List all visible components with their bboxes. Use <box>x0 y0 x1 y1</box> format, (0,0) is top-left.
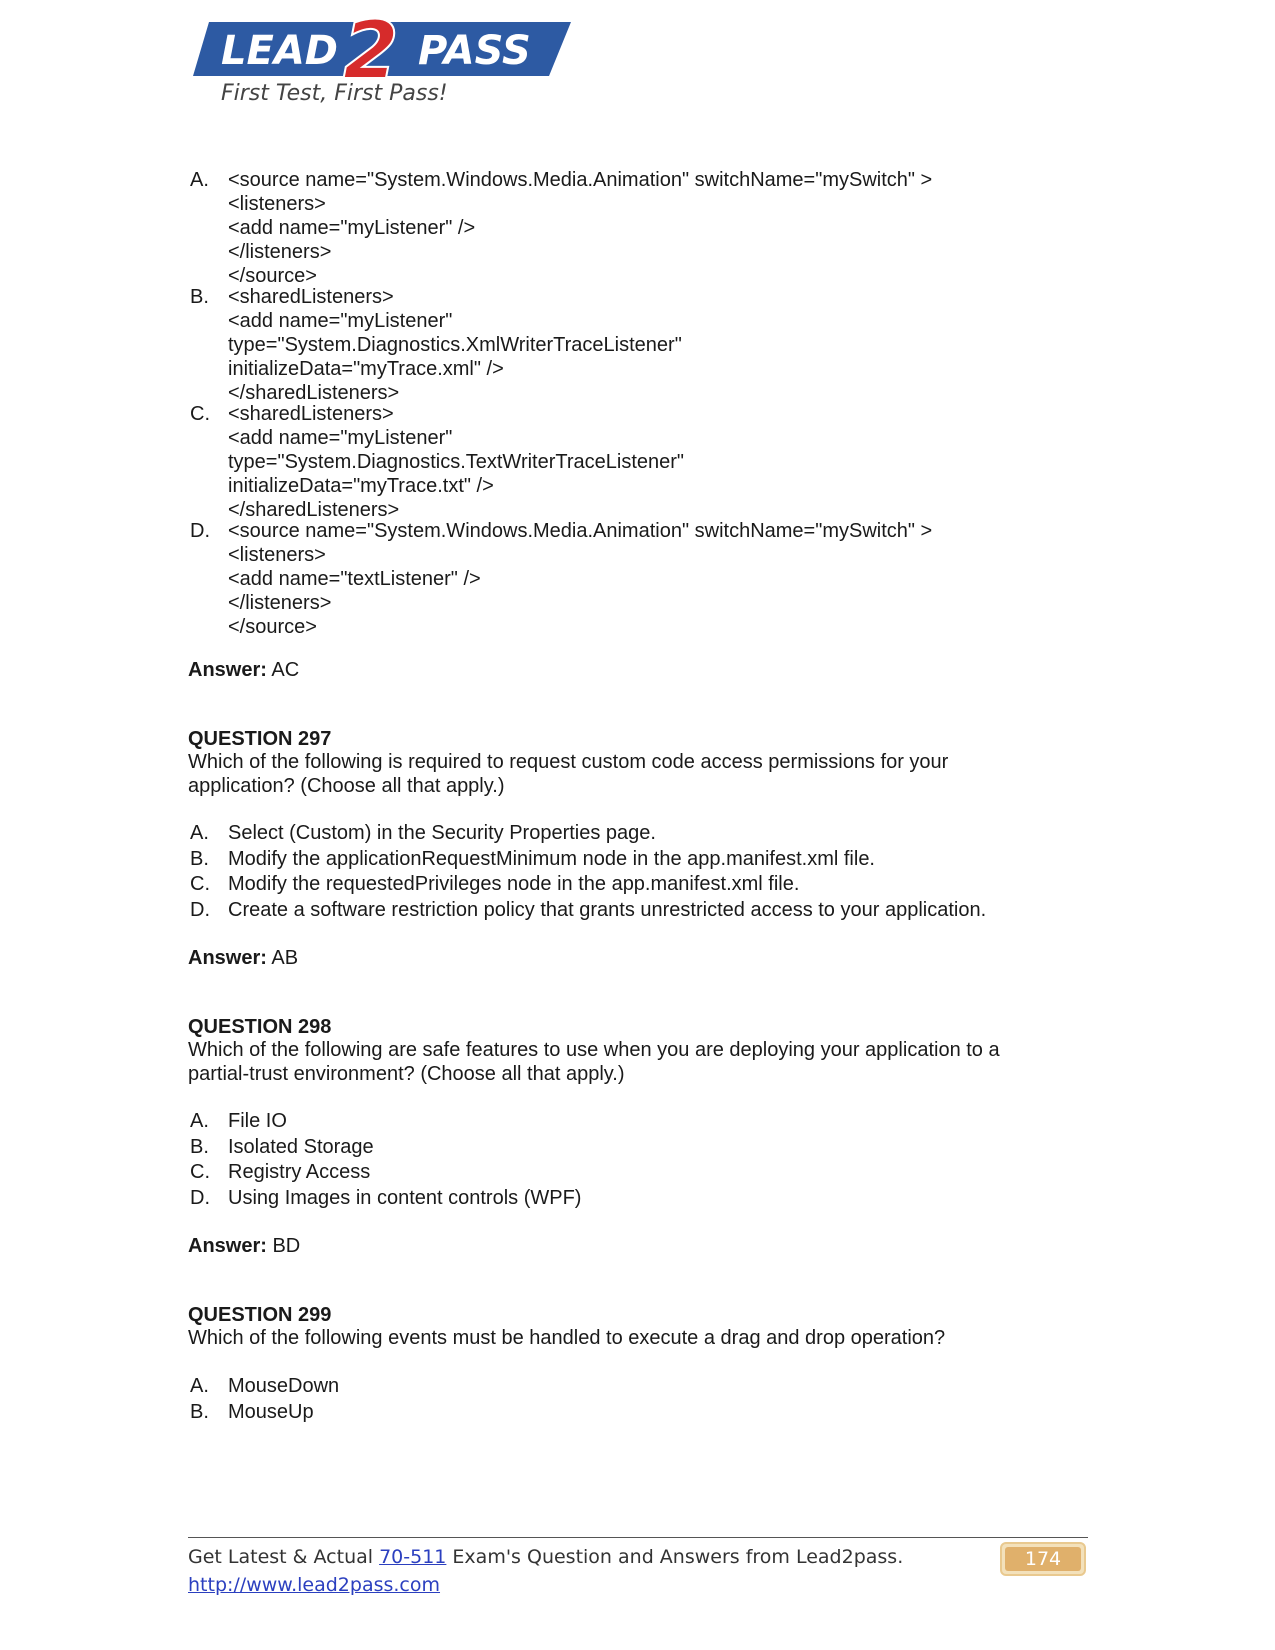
option-text: Registry Access <box>228 1161 371 1183</box>
page-number: 174 <box>1005 1547 1081 1571</box>
answer-label: Answer: <box>188 947 267 969</box>
answer-line <box>188 946 298 970</box>
code-line: initializeData="myTrace.txt" /> <box>228 475 494 497</box>
code-line: </source> <box>228 616 317 638</box>
option-text: File IO <box>228 1110 287 1132</box>
option-text: Modify the applicationRequestMinimum node in the app.manifest.xml file. <box>228 848 875 870</box>
option-letter: C. <box>190 873 210 895</box>
option-letter: B. <box>190 286 209 308</box>
logo-text-two: 2 <box>343 6 399 97</box>
option-letter: A. <box>190 1110 209 1132</box>
option-code <box>228 285 682 405</box>
code-line: <sharedListeners> <box>228 286 394 308</box>
code-line: <source name="System.Windows.Media.Animation" switchName="mySwitch" > <box>228 520 933 542</box>
answer-label: Answer: <box>188 1235 267 1257</box>
option-text: Isolated Storage <box>228 1136 374 1158</box>
code-line: <source name="System.Windows.Media.Animation" switchName="mySwitch" > <box>228 169 933 191</box>
option-letter: B. <box>190 848 209 870</box>
question-text-line: partial-trust environment? (Choose all that apply.) <box>188 1063 625 1085</box>
option-letter: D. <box>190 520 210 542</box>
footer-divider <box>188 1537 1088 1538</box>
question-text <box>188 1326 1068 1350</box>
option-letter: B. <box>190 1401 209 1423</box>
option-text: Create a software restriction policy that grants unrestricted access to your application. <box>228 899 987 921</box>
answer-label: Answer: <box>188 659 267 681</box>
footer-text-before: Get Latest & Actual <box>188 1546 380 1568</box>
logo-slogan: First Test, First Pass! <box>221 81 448 106</box>
option-code <box>228 402 684 522</box>
question-text <box>188 1038 1068 1086</box>
footer-url-link[interactable]: http://www.lead2pass.com <box>188 1574 441 1596</box>
code-line: type="System.Diagnostics.TextWriterTraceListener" <box>228 451 685 473</box>
lead2pass-logo <box>193 6 583 108</box>
option-text: Select (Custom) in the Security Properties page. <box>228 822 656 844</box>
answer-value: AC <box>266 659 300 681</box>
option-letter: A. <box>190 822 209 844</box>
code-line: <add name="myListener" /> <box>228 217 476 239</box>
code-line: </listeners> <box>228 241 332 263</box>
question-text <box>188 750 1068 798</box>
code-line: initializeData="myTrace.xml" /> <box>228 358 504 380</box>
question-title: QUESTION 297 <box>188 728 332 750</box>
option-code <box>228 168 932 288</box>
code-line: </source> <box>228 265 317 287</box>
logo-text-pass: PASS <box>418 28 531 74</box>
answer-value: AB <box>266 947 299 969</box>
code-line: </sharedListeners> <box>228 382 400 404</box>
option-letter: D. <box>190 899 210 921</box>
logo-text-lead: LEAD <box>221 28 338 74</box>
option-letter: C. <box>190 1161 210 1183</box>
code-line: </sharedListeners> <box>228 499 400 521</box>
question-text-line: Which of the following are safe features to use when you are deploying your application to a <box>188 1039 1000 1061</box>
question-title: QUESTION 298 <box>188 1016 332 1038</box>
question-text-line: Which of the following events must be handled to execute a drag and drop operation? <box>188 1327 946 1349</box>
exam-link[interactable]: 70-511 <box>379 1546 447 1568</box>
option-letter: A. <box>190 169 209 191</box>
code-line: </listeners> <box>228 592 332 614</box>
answer-value: BD <box>266 1235 301 1257</box>
option-code <box>228 519 932 639</box>
option-letter: C. <box>190 403 210 425</box>
code-line: <add name="myListener" <box>228 310 453 332</box>
option-letter: D. <box>190 1187 210 1209</box>
question-text-line: application? (Choose all that apply.) <box>188 775 505 797</box>
option-text: MouseUp <box>228 1401 314 1423</box>
answer-line <box>188 1234 300 1258</box>
option-text: Using Images in content controls (WPF) <box>228 1187 582 1209</box>
option-letter: A. <box>190 1375 209 1397</box>
page-number-badge <box>1000 1542 1086 1576</box>
code-line: <listeners> <box>228 544 326 566</box>
code-line: type="System.Diagnostics.XmlWriterTraceListener" <box>228 334 682 356</box>
code-line: <sharedListeners> <box>228 403 394 425</box>
option-letter: B. <box>190 1136 209 1158</box>
question-text-line: Which of the following is required to request custom code access permissions for your <box>188 751 949 773</box>
code-line: <add name="myListener" <box>228 427 453 449</box>
option-text: Modify the requestedPrivileges node in the app.manifest.xml file. <box>228 873 800 895</box>
question-title: QUESTION 299 <box>188 1304 332 1326</box>
code-line: <listeners> <box>228 193 326 215</box>
code-line: <add name="textListener" /> <box>228 568 481 590</box>
footer-text-after: Exam's Question and Answers from Lead2pass. <box>446 1546 904 1568</box>
option-text: MouseDown <box>228 1375 340 1397</box>
footer-text <box>188 1543 903 1571</box>
answer-line <box>188 658 299 682</box>
